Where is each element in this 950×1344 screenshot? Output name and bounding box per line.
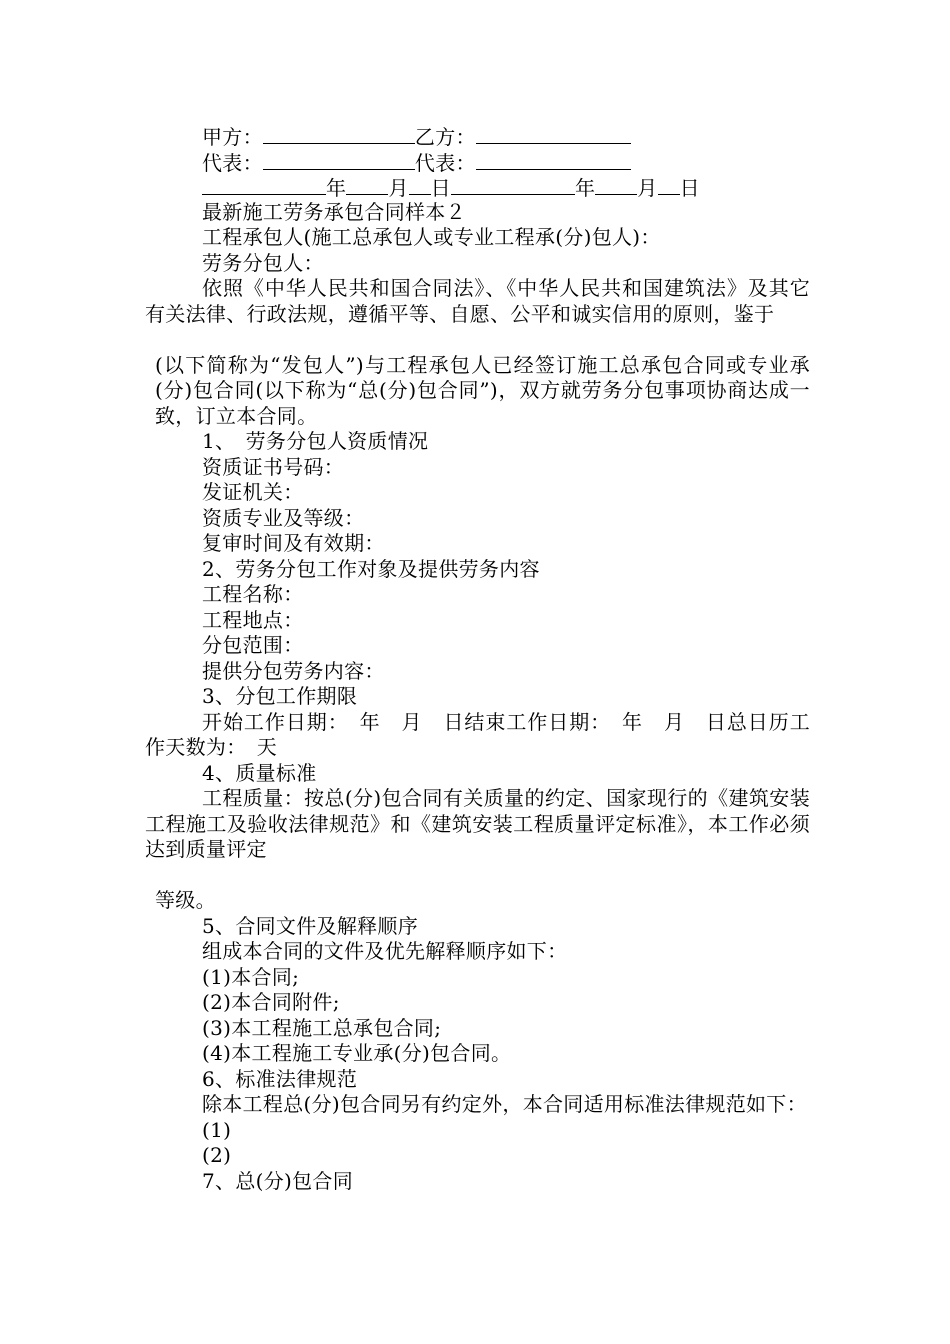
date-a-day-blank xyxy=(409,174,431,195)
section-6-heading: 6、标准法律规范 xyxy=(202,1066,358,1091)
section-1-heading: 1、 劳务分包人资质情况 xyxy=(202,429,429,453)
contractor-line: 工程承包人(施工总承包人或专业工程承(分)包人)： xyxy=(202,225,661,249)
list-item: (4)本工程施工专业承(分)包合同。 xyxy=(202,1041,512,1065)
blank-line xyxy=(145,327,810,353)
signature-rep-line xyxy=(145,149,810,175)
doc-title: 最新施工劳务承包合同样本２ xyxy=(202,199,466,224)
subcontractor-line: 劳务分包人： xyxy=(202,250,324,275)
date-b-month-blank xyxy=(595,174,637,195)
document-body xyxy=(145,123,810,1194)
work-period-paragraph: 开始工作日期： 年 月 日结束工作日期： 年 月 日总日历工作天数为： 天 xyxy=(145,709,810,759)
party-a-label: 甲方： xyxy=(202,125,263,149)
signature-party-line xyxy=(145,123,810,149)
grade-field: 资质专业及等级： xyxy=(202,505,365,530)
list-item: (1) xyxy=(202,1117,232,1142)
quality-grade: 等级。 xyxy=(155,888,216,912)
cert-no-field: 资质证书号码： xyxy=(202,454,345,479)
date-b-year: 年 xyxy=(574,176,596,200)
project-location-field: 工程地点： xyxy=(202,607,304,632)
party-b-label: 乙方： xyxy=(414,125,476,149)
section-7-heading: 7、总(分)包合同 xyxy=(202,1168,354,1193)
project-name-field: 工程名称： xyxy=(202,582,304,606)
date-a-day: 日 xyxy=(430,176,451,200)
labor-content-field: 提供分包劳务内容： xyxy=(202,658,385,683)
documents-intro: 组成本合同的文件及优先解释顺序如下： xyxy=(202,939,568,963)
section-2-heading: 2、劳务分包工作对象及提供劳务内容 xyxy=(202,556,540,581)
list-item: (3)本工程施工总承包合同; xyxy=(202,1015,442,1040)
issuer-field: 发证机关： xyxy=(202,480,304,504)
standards-paragraph: 除本工程总(分)包合同另有约定外，本合同适用标准法律规范如下： xyxy=(202,1092,807,1116)
quality-paragraph: 工程质量：按总(分)包合同有关质量的约定、国家现行的《建筑安装工程施工及验收法律规范》和《建筑安装工程质量评定标准》，本工作必须达到质量评定 xyxy=(145,786,810,861)
list-item: (2)本合同附件; xyxy=(202,990,340,1014)
preamble-paragraph-1: 依照《中华人民共和国合同法》、《中华人民共和国建筑法》及其它有关法律、行政法规，遵循平等、自愿、公平和诚实信用的原则，鉴于 xyxy=(145,276,810,326)
date-a-year: 年 xyxy=(326,176,347,200)
rep-a-label: 代表： xyxy=(202,150,263,175)
section-5-heading: 5、合同文件及解释顺序 xyxy=(202,913,419,938)
preamble-paragraph-2: (以下简称为“发包人”)与工程承包人已经签订施工总承包合同或专业承(分)包合同(以下称为“总(分)包合同”)，双方就劳务分包事项协商达成一致，订立本合同。 xyxy=(155,352,810,428)
date-b-day: 日 xyxy=(679,176,700,200)
date-b-year-blank xyxy=(451,174,575,195)
party-b-blank xyxy=(476,123,631,144)
rep-b-label: 代表： xyxy=(414,150,476,175)
scope-field: 分包范围： xyxy=(202,633,304,657)
rep-a-blank xyxy=(263,149,415,170)
list-item: (2) xyxy=(202,1143,232,1167)
section-3-heading: 3、分包工作期限 xyxy=(202,684,358,708)
review-field: 复审时间及有效期： xyxy=(202,531,385,555)
blank-line xyxy=(145,863,810,889)
date-a-month: 月 xyxy=(388,176,409,200)
rep-b-blank xyxy=(476,149,631,170)
party-a-blank xyxy=(263,123,415,144)
list-item: (1)本合同; xyxy=(202,964,300,989)
date-a-month-blank xyxy=(346,174,388,195)
signature-date-line xyxy=(145,174,810,200)
date-b-month: 月 xyxy=(637,176,658,200)
section-4-heading: 4、质量标准 xyxy=(202,760,317,785)
date-a-year-blank xyxy=(202,174,326,195)
date-b-day-blank xyxy=(658,174,680,195)
